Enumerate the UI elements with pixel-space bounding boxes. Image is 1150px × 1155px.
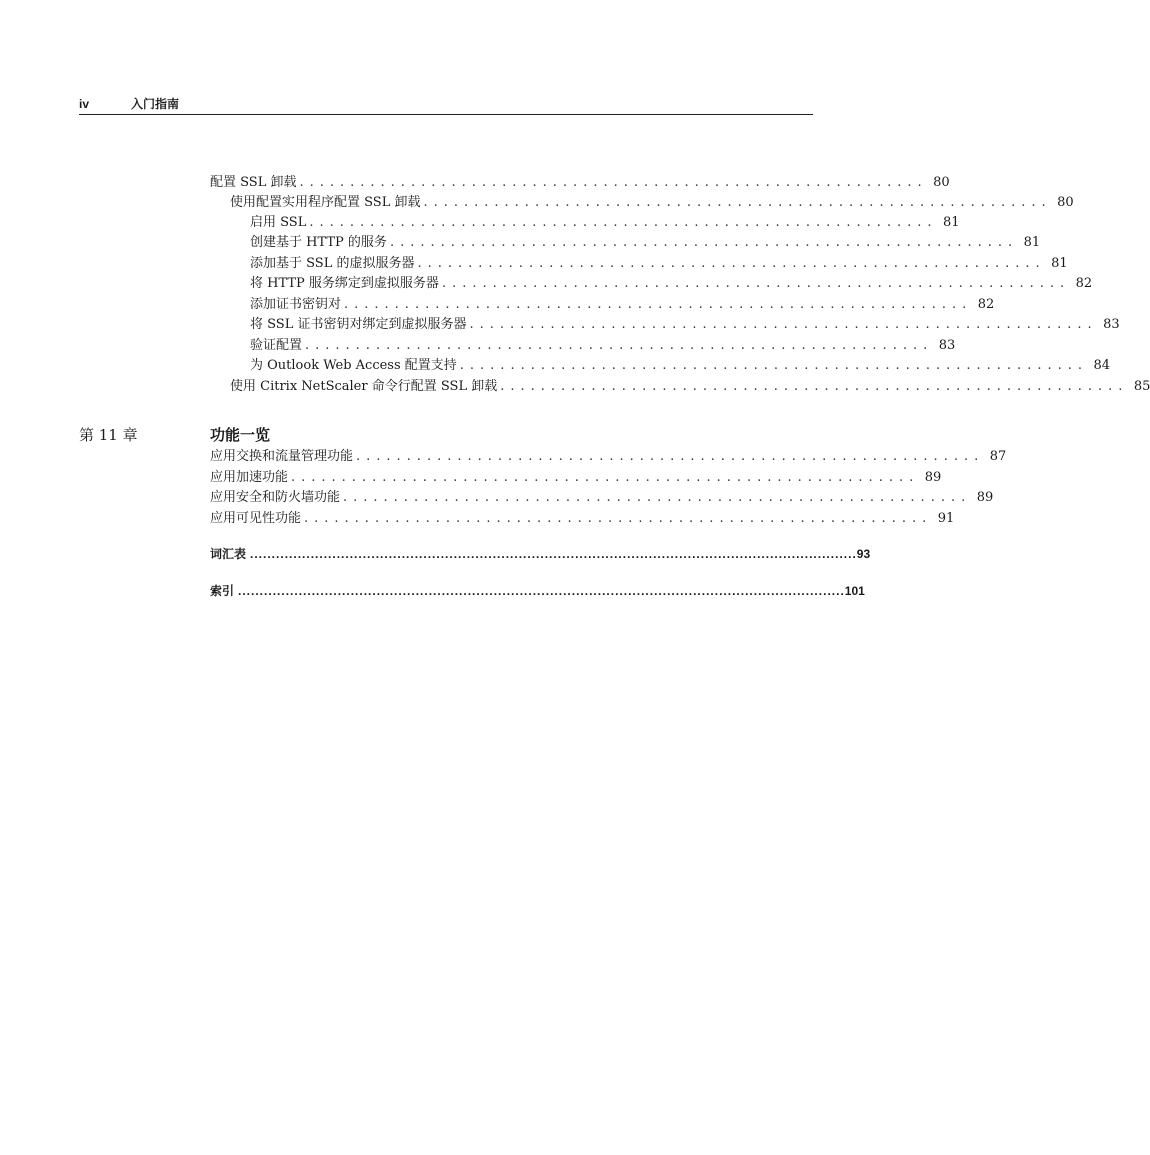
toc-entry[interactable] xyxy=(250,254,1068,274)
toc-entry-title: 使用配置实用程序配置 SSL 卸载 xyxy=(230,195,421,210)
running-header xyxy=(79,96,813,115)
toc-entry-title: 添加基于 SSL 的虚拟服务器 xyxy=(250,256,415,271)
toc-entry[interactable] xyxy=(250,336,956,356)
dot-leader: .............................................................. xyxy=(500,379,1129,394)
toc-entry-title: 索引 xyxy=(210,584,235,598)
toc-entry-page: 81 xyxy=(1023,235,1041,250)
toc-entry-title: 为 Outlook Web Access 配置支持 xyxy=(250,358,457,373)
toc-entry-page: 80 xyxy=(1057,195,1074,210)
toc-entry-page: 81 xyxy=(1051,256,1068,271)
toc-entry-title: 应用交换和流量管理功能 xyxy=(210,449,354,464)
toc-index-entry[interactable] xyxy=(210,581,865,601)
header-page-number: iv xyxy=(79,97,90,111)
toc-entry-page: 84 xyxy=(1093,358,1110,373)
toc-entry[interactable] xyxy=(250,295,995,315)
toc-entry[interactable] xyxy=(250,315,1120,335)
toc-entry-page: 87 xyxy=(989,449,1007,464)
toc-entry[interactable] xyxy=(230,377,1150,397)
toc-entry-page: 101 xyxy=(844,584,865,598)
toc-entry-page: 91 xyxy=(937,511,955,526)
toc-entry-page: 89 xyxy=(924,470,942,485)
toc-entry-page: 82 xyxy=(977,297,995,312)
dot-leader: .............................................................. xyxy=(344,297,973,312)
dot-leader: .............................................................. xyxy=(389,235,1019,250)
toc-entry-title: 使用 Citrix NetScaler 命令行配置 SSL 卸载 xyxy=(230,379,498,394)
dot-leader: .............................................................. xyxy=(417,256,1046,271)
toc-entry[interactable] xyxy=(250,356,1110,376)
toc-entry-title: 添加证书密钥对 xyxy=(250,297,342,312)
toc-entry[interactable] xyxy=(250,274,1093,294)
toc-entry-page: 82 xyxy=(1075,276,1093,291)
toc-entry-page: 89 xyxy=(976,490,994,505)
header-book-title: 入门指南 xyxy=(131,97,180,111)
dot-leader: .............................................................. xyxy=(305,338,934,353)
dot-leader: ............................................................................................................................................ xyxy=(250,547,857,561)
dot-leader: .............................................................. xyxy=(469,317,1098,332)
dot-leader: .............................................................. xyxy=(343,490,972,505)
dot-leader: .............................................................. xyxy=(423,195,1052,210)
toc-entry-page: 85 xyxy=(1133,379,1150,394)
toc-entry[interactable] xyxy=(230,193,1074,213)
chapter-label: 第 11 章 xyxy=(79,426,138,444)
dot-leader: .............................................................. xyxy=(441,276,1071,291)
toc-entry[interactable] xyxy=(210,468,942,488)
toc-entry-page: 93 xyxy=(856,547,871,561)
toc-entry[interactable] xyxy=(210,173,950,193)
toc-entry-title: 配置 SSL 卸载 xyxy=(210,175,297,190)
toc-entry-page: 83 xyxy=(938,338,956,353)
toc-entry[interactable] xyxy=(250,213,960,233)
toc-entry-title: 应用加速功能 xyxy=(210,470,289,485)
toc-entry-page: 83 xyxy=(1103,317,1120,332)
toc-entry-page: 81 xyxy=(943,215,960,230)
dot-leader: .............................................................. xyxy=(304,511,933,526)
toc-entry[interactable] xyxy=(210,488,994,508)
chapter-title[interactable]: 功能一览 xyxy=(210,426,271,444)
toc-glossary-entry[interactable] xyxy=(210,544,871,564)
toc-entry-title: 应用安全和防火墙功能 xyxy=(210,490,341,505)
dot-leader: .............................................................. xyxy=(291,470,920,485)
toc-entry-title: 将 SSL 证书密钥对绑定到虚拟服务器 xyxy=(250,317,467,332)
toc-entry[interactable] xyxy=(210,509,955,529)
toc-entry-page: 80 xyxy=(933,175,950,190)
dot-leader: .............................................................. xyxy=(356,449,985,464)
toc-entry-title: 应用可见性功能 xyxy=(210,511,302,526)
toc-entry-title: 创建基于 HTTP 的服务 xyxy=(250,235,387,250)
toc-entry-title: 验证配置 xyxy=(250,338,303,353)
dot-leader: .............................................................. xyxy=(459,358,1088,373)
toc-entry[interactable] xyxy=(250,233,1041,253)
toc-entry-title: 启用 SSL xyxy=(250,215,307,230)
toc-entry[interactable] xyxy=(210,447,1007,467)
toc-entry-title: 将 HTTP 服务绑定到虚拟服务器 xyxy=(250,276,439,291)
dot-leader: .............................................................. xyxy=(299,175,928,190)
dot-leader: ............................................................................................................................................ xyxy=(238,584,845,598)
toc-entry-title: 词汇表 xyxy=(210,547,247,561)
dot-leader: .............................................................. xyxy=(309,215,938,230)
